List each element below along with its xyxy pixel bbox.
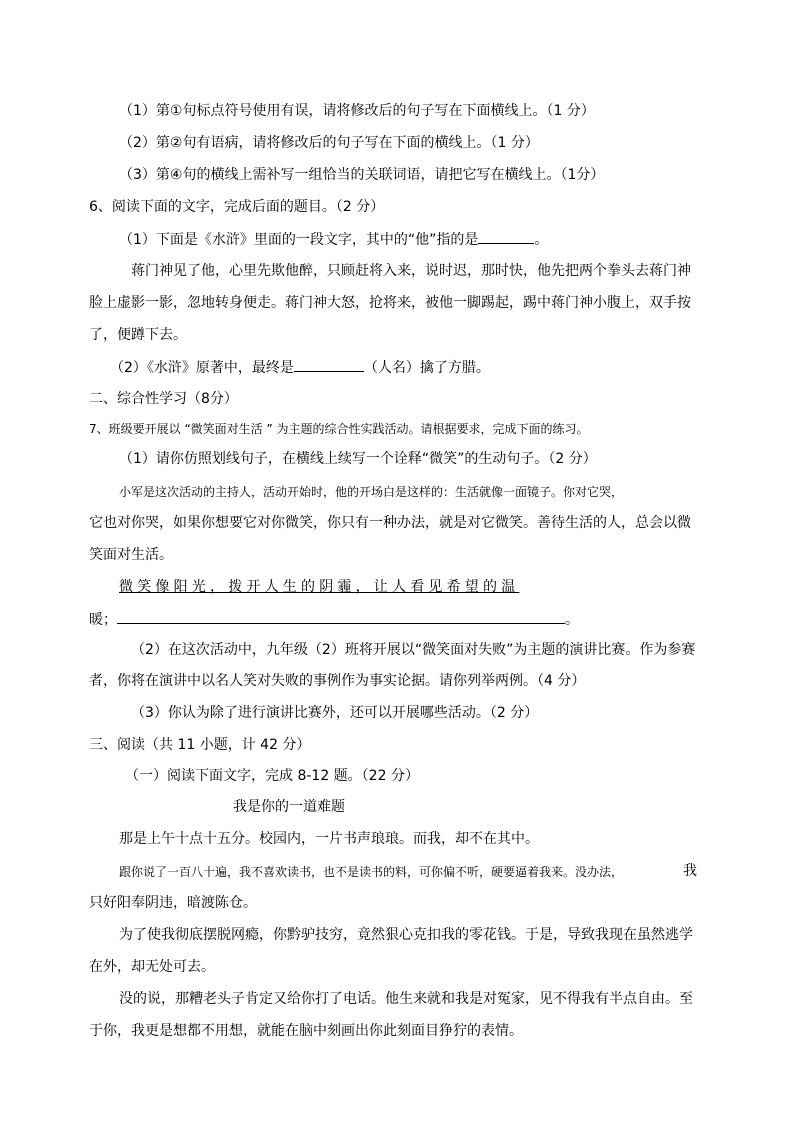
question-6-2 bbox=[110, 357, 490, 378]
article-line: 于你，我更是想都不用想，就能在脑中刻画出你此刻面目狰狞的表情。 bbox=[89, 1023, 523, 1039]
passage-line: 了，便蹲下去。 bbox=[89, 327, 187, 343]
passage-line: 蒋门神见了他，心里先欺他醉，只顾赶将入来，说时迟，那时快，他先把两个拳头去蒋门神 bbox=[131, 263, 691, 279]
article-title: 我是你的一道难题 bbox=[233, 799, 345, 815]
section-3-heading: 三、阅读（共 11 小题，计 42 分） bbox=[89, 737, 311, 753]
question-5-1: （1）第①句标点符号使用有误，请将修改后的句子写在下面横线上。（1 分） bbox=[119, 103, 595, 119]
question-6-1-text: （1）下面是《水浒》里面的一段文字，其中的“他”指的是 bbox=[119, 232, 479, 248]
article-line-end: 我 bbox=[683, 863, 697, 879]
article-line: 为了使我彻底摆脱网瘾，你黔驴技穷，竟然狠心克扣我的零花钱。于是，导致我现在虽然逃学 bbox=[119, 927, 693, 943]
section-2-heading: 二、综合性学习（8分） bbox=[89, 391, 238, 407]
question-7-3: （3）你认为除了进行演讲比赛外，还可以开展哪些活动。（2 分） bbox=[131, 705, 539, 721]
answer-line-end: 。 bbox=[565, 612, 579, 628]
question-7-1: （1）请你仿照划线句子，在横线上续写一个诠释“微笑”的生动句子。（2 分） bbox=[119, 451, 597, 467]
question-6-2-text: （2）《水浒》原著中，最终是 bbox=[110, 360, 294, 376]
question-6-1 bbox=[119, 229, 548, 250]
question-6-heading: 6、阅读下面的文字，完成后面的题目。（2 分） bbox=[89, 199, 385, 215]
article-line: 只好阳奉阴违，暗渡陈仓。 bbox=[89, 895, 257, 911]
article-line: 没的说，那糟老头子肯定又给你打了电话。他生来就和我是对冤家，见不得我有半点自由。至 bbox=[119, 991, 693, 1007]
question-7-2: （2）在这次活动中，九年级（2）班将开展以“微笑面对失败”为主题的演讲比赛。作为参赛 bbox=[131, 642, 696, 658]
question-6-2-end: （人名）擒了方腊。 bbox=[363, 360, 490, 376]
article-line: 那是上午十点十五分。校园内，一片书声琅琅。而我，却不在其中。 bbox=[119, 831, 539, 847]
question-7-2-cont: 者，你将在演讲中以名人笑对失败的事例作为事实论据。请你列举两例。（4 分） bbox=[89, 673, 586, 689]
answer-blank[interactable] bbox=[294, 357, 364, 372]
prompt-line: 它也对你哭，如果你想要它对你微笑，你只有一种办法，就是对它微笑。善待生活的人，总会以微 bbox=[89, 515, 691, 531]
answer-line-start: 暖； bbox=[89, 612, 117, 628]
question-6-1-end: 。 bbox=[534, 232, 549, 248]
prompt-line: 小军是这次活动的主持人，活动开始时，他的开场白是这样的：生活就像一面镜子。你对它哭， bbox=[119, 485, 624, 499]
question-5-3: （3）第④句的横线上需补写一组恰当的关联词语，请把它写在横线上。（1分） bbox=[119, 167, 605, 183]
reading-1-heading: （一）阅读下面文字，完成 8-12 题。（22 分） bbox=[125, 768, 419, 784]
prompt-line: 笑面对生活。 bbox=[89, 547, 173, 563]
passage-line: 脸上虚影一影，忽地转身便走。蒋门神大怒，抢将来，被他一脚踢起，踢中蒋门神小腹上，双手按 bbox=[89, 295, 691, 311]
question-5-2: （2）第②句有语病，请将修改后的句子写在下面的横线上。（1 分） bbox=[119, 135, 539, 151]
answer-blank[interactable] bbox=[478, 229, 534, 244]
question-7-heading: 7、班级要开展以 “微笑面对生活 ” 为主题的综合性实践活动。请根据要求，完成下面的练习。 bbox=[89, 422, 589, 436]
article-line: 在外，却无处可去。 bbox=[89, 959, 215, 975]
answer-blank[interactable] bbox=[117, 609, 565, 624]
underlined-example-sentence: 微笑像阳光，拨开人生的阴霾，让人看见希望的温 bbox=[119, 579, 520, 595]
article-line: 跟你说了一百八十遍，我不喜欢读书，也不是读书的料，可你偏不听，硬要逼着我来。没办法， bbox=[119, 865, 624, 879]
answer-line bbox=[89, 609, 579, 630]
